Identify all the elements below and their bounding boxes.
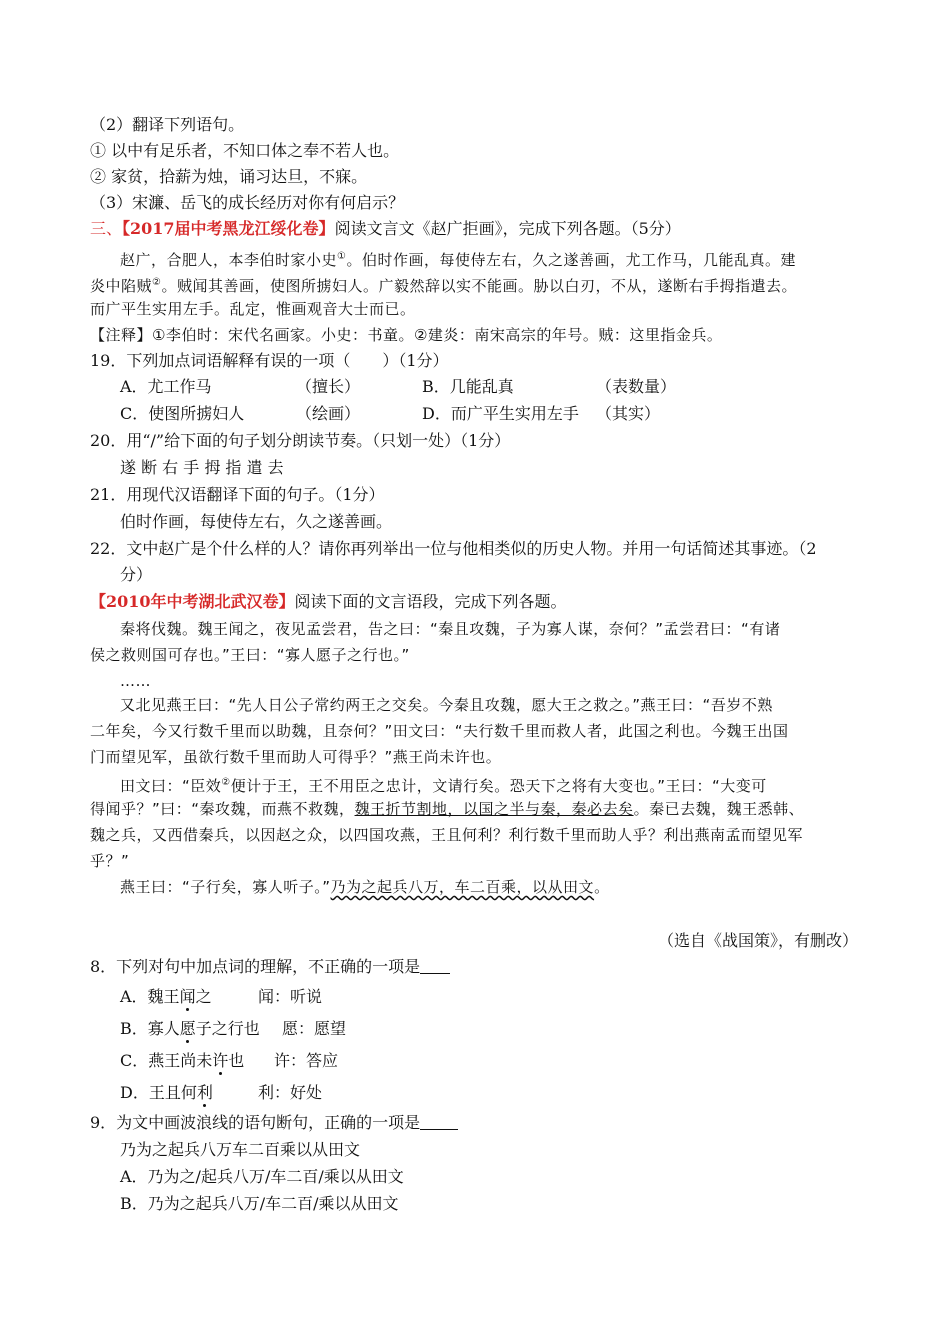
passage-line: 侯之救则国可存也。”王曰：“寡人愿子之行也。” (90, 646, 410, 664)
q8-option-c (120, 1050, 244, 1072)
passage-line: 而广平生实用左手。乱定，惟画观音大士而已。 (90, 300, 416, 318)
q2-sentence-2: ② 家贫，拾薪为烛，诵习达旦，不寐。 (90, 167, 368, 186)
q19-option-d-note: （其实） (596, 404, 661, 423)
q9-stem-text: 9．为文中画波浪线的语句断句，正确的一项是 (90, 1113, 421, 1132)
q8-stem-text: 8．下列对句中加点词的理解，不正确的一项是 (90, 957, 421, 976)
q19-option-c-note: （绘画） (296, 404, 361, 423)
section-4-heading (90, 591, 567, 613)
passage-line (120, 772, 767, 797)
q22-stem-cont: 分） (120, 565, 153, 584)
passage-text: 便计于王，王不用臣之忠计，文请行矣。恐天下之将有大变也。”王曰：“大变可 (230, 777, 767, 795)
dotted-char: 闻 (179, 987, 196, 1006)
passage-text: 。贼闻其善画，使图所掳妇人。广毅然辞以实不能画。胁以白刃，不从，遂断右手拇指遣去。 (161, 277, 797, 295)
q3-question: （3）宋濂、岳飞的成长经历对你有何启示？ (90, 193, 405, 212)
q8-option-c-note: 许：答应 (274, 1051, 339, 1070)
passage-line: 乎？” (90, 852, 130, 870)
q20-sentence: 遂 断 右 手 拇 指 遣 去 (120, 458, 284, 477)
passage-line: 魏之兵，又西借秦兵，以因赵之众，以四国攻燕，王且何利？利行数千里而助人乎？利出燕南孟而望见军 (90, 826, 804, 844)
q21-sentence: 伯时作画，每使侍左右，久之遂善画。 (120, 512, 393, 531)
q2-title: （2）翻译下列语句。 (90, 115, 245, 134)
passage-text: 田文曰：“臣效 (120, 777, 222, 795)
q19-option-b: B．几能乱真 (422, 377, 514, 396)
passage-line: 门而望见军，虽欲行数千里而助人可得乎？”燕王尚未许也。 (90, 748, 502, 766)
q8-stem (90, 956, 450, 978)
footnote-mark: ② (221, 777, 231, 788)
passage-text: 燕王曰：“子行矣，寡人听子。” (120, 878, 331, 896)
annotation-note: 【注释】①李伯时：宋代名画家。小史：书童。②建炎：南宋高宗的年号。贼：这里指金兵。 (90, 326, 723, 344)
q8-option-d (120, 1082, 213, 1104)
passage-text: 。 (594, 878, 610, 896)
passage-line: 二年矣，今又行数千里而以助魏，且奈何？”田文曰：“夫行数千里而救人者，此国之利也。今魏王出国 (90, 722, 789, 740)
q19-option-a: A．尤工作马 (120, 377, 212, 396)
section-number: 三、 (90, 219, 123, 238)
q19-option-c: C．使图所掳妇人 (120, 404, 245, 423)
passage-line: 秦将伐魏。魏王闻之，夜见孟尝君，告之曰：“秦且攻魏，子为寡人谋，奈何？”孟尝君曰：“有诸 (120, 620, 781, 638)
answer-blank[interactable] (420, 957, 450, 974)
q21-stem: 21．用现代汉语翻译下面的句子。（1分） (90, 485, 385, 504)
underlined-sentence: 魏王折节割地，以国之半与秦，秦必去矣 (354, 800, 634, 818)
q2-sentence-1: ① 以中有足乐者，不知口体之奉不若人也。 (90, 141, 400, 160)
passage-line: 又北见燕王曰：“先人日公子常约两王之交矣。今秦且攻魏，愿大王之救之。”燕王曰：“吾岁不熟 (120, 696, 773, 714)
source-tag: 【2010年中考湖北武汉卷】 (90, 592, 295, 611)
option-text: C．燕王尚未 (120, 1051, 213, 1070)
section-3-heading (90, 218, 681, 240)
passage-text: 得闻乎？”曰：“秦攻魏，而燕不救魏， (90, 800, 355, 818)
q9-option-a: A．乃为之/起兵八万/车二百/乘以从田文 (120, 1167, 404, 1186)
passage-line (90, 798, 804, 820)
q8-option-b (120, 1018, 260, 1040)
option-text: D．王且何 (120, 1083, 197, 1102)
passage-line (120, 876, 610, 898)
option-text: A．魏王 (120, 987, 180, 1006)
footnote-mark: ① (337, 251, 347, 262)
q9-stem (90, 1112, 458, 1134)
passage-text: 赵广，合肥人，本李伯时家小史 (120, 251, 338, 269)
section-intro: 阅读文言文《赵广拒画》，完成下列各题。（5分） (334, 219, 681, 238)
wavy-underlined-sentence: 乃为之起兵八万，车二百乘，以从田文 (330, 878, 595, 896)
option-text: 也 (228, 1051, 245, 1070)
passage-source: （选自《战国策》，有删改） (657, 931, 858, 950)
footnote-mark: ② (152, 277, 162, 288)
q8-option-d-note: 利：好处 (258, 1083, 323, 1102)
q8-option-a-note: 闻：听说 (258, 987, 323, 1006)
q22-stem: 22．文中赵广是个什么样的人？请你再列举出一位与他相类似的历史人物。并用一句话简述其事迹。（2 (90, 539, 817, 558)
q19-stem: 19．下列加点词语解释有误的一项（ ）（1分） (90, 351, 449, 370)
passage-text: 炎中陷贼 (90, 277, 153, 295)
option-text: 之 (195, 987, 212, 1006)
section-intro: 阅读下面的文言语段，完成下列各题。 (294, 592, 567, 611)
option-text: 子之行也 (195, 1019, 260, 1038)
passage-ellipsis: …… (120, 672, 151, 690)
answer-blank[interactable] (420, 1113, 458, 1130)
passage-text: 。伯时作画，每使侍左右，久之遂善画，尤工作马，几能乱真。建 (346, 251, 796, 269)
q19-option-d: D．而广平生实用左手 (422, 404, 579, 423)
q19-option-a-note: （擅长） (296, 377, 361, 396)
q19-option-b-note: （表数量） (596, 377, 677, 396)
dotted-char: 利 (196, 1083, 213, 1102)
option-text: B．寡人 (120, 1019, 180, 1038)
passage-line (120, 246, 796, 271)
q8-option-a (120, 986, 212, 1008)
q20-stem: 20．用“/”给下面的句子划分朗读节奏。（只划一处）（1分） (90, 431, 511, 450)
q9-sentence: 乃为之起兵八万车二百乘以从田文 (120, 1140, 361, 1159)
passage-text: 。秦已去魏，魏王悉韩、 (633, 800, 805, 818)
dotted-char: 许 (212, 1051, 229, 1070)
q9-option-b: B．乃为之起兵八万/车二百/乘以从田文 (120, 1194, 399, 1213)
q8-option-b-note: 愿：愿望 (282, 1019, 347, 1038)
dotted-char: 愿 (179, 1019, 196, 1038)
passage-line (90, 272, 797, 297)
source-tag: 【2017届中考黑龙江绥化卷】 (122, 219, 335, 238)
